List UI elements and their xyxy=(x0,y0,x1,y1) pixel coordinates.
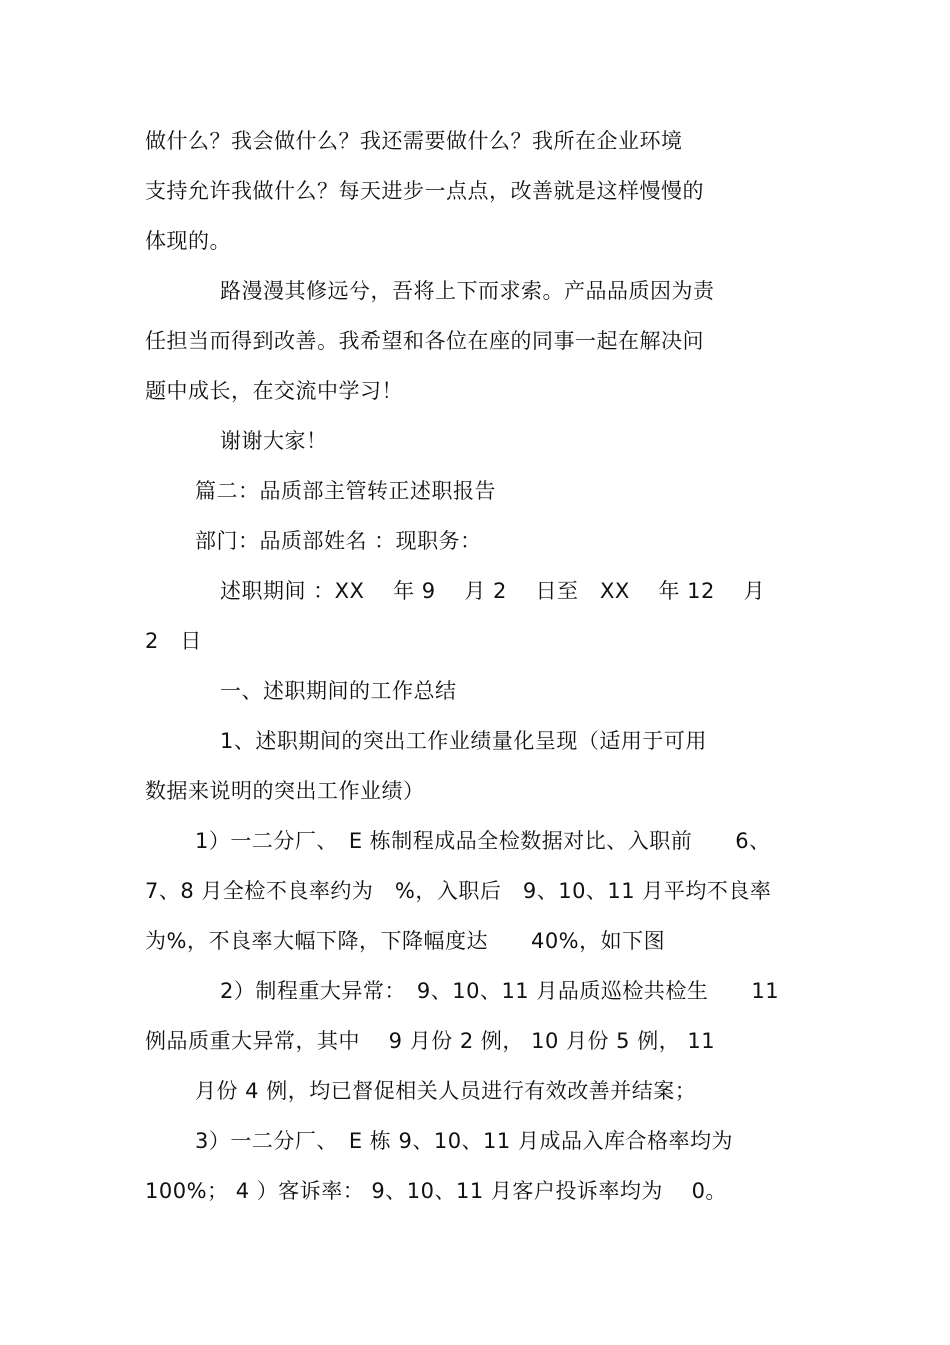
text-line: 1）一二分厂、 E 栋制程成品全检数据对比、入职前 6、 xyxy=(195,829,771,853)
text-line: 2）制程重大异常： 9、10、11 月品质巡检共检生 11 xyxy=(220,979,780,1003)
section-heading: 一、述职期间的工作总结 xyxy=(220,679,457,703)
text-line: 体现的。 xyxy=(145,229,231,253)
text-line: 述职期间 ：XX 年 9 月 2 日至 XX 年 12 月 xyxy=(220,579,766,603)
text-line: 100%； 4 ）客诉率： 9、10、11 月客户投诉率均为 0。 xyxy=(145,1179,727,1203)
text-line: 题中成长，在交流中学习！ xyxy=(145,379,403,403)
text-line: 7、8 月全检不良率约为 %，入职后 9、10、11 月平均不良率 xyxy=(145,879,772,903)
text-line: 例品质重大异常，其中 9 月份 2 例， 10 月份 5 例， 11 xyxy=(145,1029,716,1053)
text-line: 2 日 xyxy=(145,629,202,653)
text-line: 3）一二分厂、 E 栋 9、10、11 月成品入库合格率均为 xyxy=(195,1129,733,1153)
text-line: 数据来说明的突出工作业绩） xyxy=(145,779,425,803)
text-line: 路漫漫其修远兮，吾将上下而求索。产品品质因为责 xyxy=(220,279,715,303)
text-line: 部门：品质部姓名 ：现职务： xyxy=(195,529,482,553)
text-line: 为%，不良率大幅下降，下降幅度达 40%，如下图 xyxy=(145,929,666,953)
text-line: 支持允许我做什么？每天进步一点点，改善就是这样慢慢的 xyxy=(145,179,704,203)
section-heading: 篇二：品质部主管转正述职报告 xyxy=(195,479,496,503)
text-line: 月份 4 例，均已督促相关人员进行有效改善并结案； xyxy=(195,1079,697,1103)
text-line: 1、述职期间的突出工作业绩量化呈现（适用于可用 xyxy=(220,729,707,753)
text-line: 任担当而得到改善。我希望和各位在座的同事一起在解决问 xyxy=(145,329,704,353)
text-line: 谢谢大家！ xyxy=(220,429,328,453)
text-line: 做什么？我会做什么？我还需要做什么？我所在企业环境 xyxy=(145,129,683,153)
